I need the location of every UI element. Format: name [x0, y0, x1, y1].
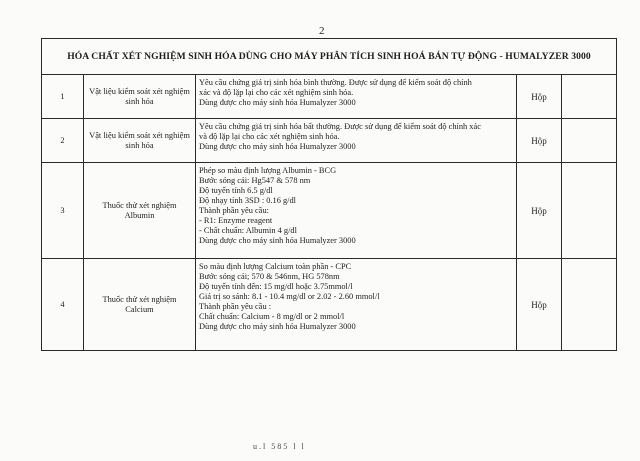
- spec-line: - Chất chuẩn: Albumin 4 g/dl: [199, 226, 297, 235]
- spec-line: So màu định lượng Calcium toàn phần - CPC: [199, 262, 352, 271]
- item-specification: [196, 259, 517, 351]
- chemicals-table: [41, 38, 617, 351]
- spec-line: Độ nhạy tính 3SD : 0.16 g/dl: [199, 196, 297, 205]
- spec-line: Độ tuyến tính đến: 15 mg/dl hoặc 3.75mmol/l: [199, 282, 353, 291]
- spec-line: Độ tuyến tính 6.5 g/dl: [199, 186, 273, 195]
- table-row: [42, 119, 617, 163]
- table-row: [42, 163, 617, 259]
- spec-line: Bước sóng cái; 570 & 546nm, HG 578nm: [199, 272, 340, 281]
- spec-line: - R1: Enzyme reagent: [199, 216, 273, 225]
- spec-line: Dùng được cho máy sinh hóa Humalyzer 3000: [199, 322, 356, 331]
- spec-line: xác và độ lặp lại cho các xét nghiệm sinh hóa.: [199, 88, 354, 97]
- empty-cell: [562, 75, 617, 119]
- item-name: Thuốc thử xét nghiệm Calcium: [84, 259, 196, 351]
- spec-line: Thành phần yêu cầu:: [199, 206, 269, 215]
- table-row: [42, 75, 617, 119]
- spec-line: Yêu cầu chứng giá trị sinh hóa bất thường. Được sử dụng để kiểm soát độ chính xác: [199, 122, 481, 131]
- spec-line: Dùng được cho máy sinh hóa Humalyzer 3000: [199, 236, 356, 245]
- item-name: Vật liệu kiểm soát xét nghiệm sinh hóa: [84, 75, 196, 119]
- spec-line: Yêu cầu chứng giá trị sinh hóa bình thường. Được sử dụng để kiểm soát độ chính: [199, 78, 472, 87]
- item-unit: Hộp: [517, 119, 562, 163]
- empty-cell: [562, 259, 617, 351]
- footer-mark: u.l 585 l l: [253, 442, 306, 451]
- row-number: 2: [42, 119, 84, 163]
- item-name: Thuốc thử xét nghiệm Albumin: [84, 163, 196, 259]
- item-specification: [196, 163, 517, 259]
- row-number: 3: [42, 163, 84, 259]
- spec-line: Thành phần yêu cầu :: [199, 302, 272, 311]
- item-name: Vật liệu kiểm soát xét nghiệm sinh hóa: [84, 119, 196, 163]
- item-unit: Hộp: [517, 75, 562, 119]
- row-number: 4: [42, 259, 84, 351]
- spec-line: Giá trị so sánh: 8.1 - 10.4 mg/dl or 2.02 - 2.60 mmol/l: [199, 292, 380, 301]
- item-specification: [196, 75, 517, 119]
- empty-cell: [562, 163, 617, 259]
- table-row: [42, 259, 617, 351]
- empty-cell: [562, 119, 617, 163]
- table-title: HÓA CHẤT XÉT NGHIỆM SINH HÓA DÙNG CHO MÁY PHÂN TÍCH SINH HOÁ BÁN TỰ ĐỘNG - HUMALYZER 3000: [42, 39, 617, 75]
- page-number: 2: [319, 25, 325, 37]
- spec-line: Dùng được cho máy sinh hóa Humalyzer 3000: [199, 142, 356, 151]
- spec-line: Dùng được cho máy sinh hóa Humalyzer 3000: [199, 98, 356, 107]
- item-specification: [196, 119, 517, 163]
- spec-line: Bước sóng cái: Hg547 & 578 nm: [199, 176, 311, 185]
- item-unit: Hộp: [517, 259, 562, 351]
- spec-line: Phép so màu định lượng Albumin - BCG: [199, 166, 337, 175]
- spec-line: Chất chuẩn: Calcium - 8 mg/dl or 2 mmol/l: [199, 312, 345, 321]
- spec-line: và độ lặp lại cho các xét nghiệm sinh hóa.: [199, 132, 340, 141]
- item-unit: Hộp: [517, 163, 562, 259]
- row-number: 1: [42, 75, 84, 119]
